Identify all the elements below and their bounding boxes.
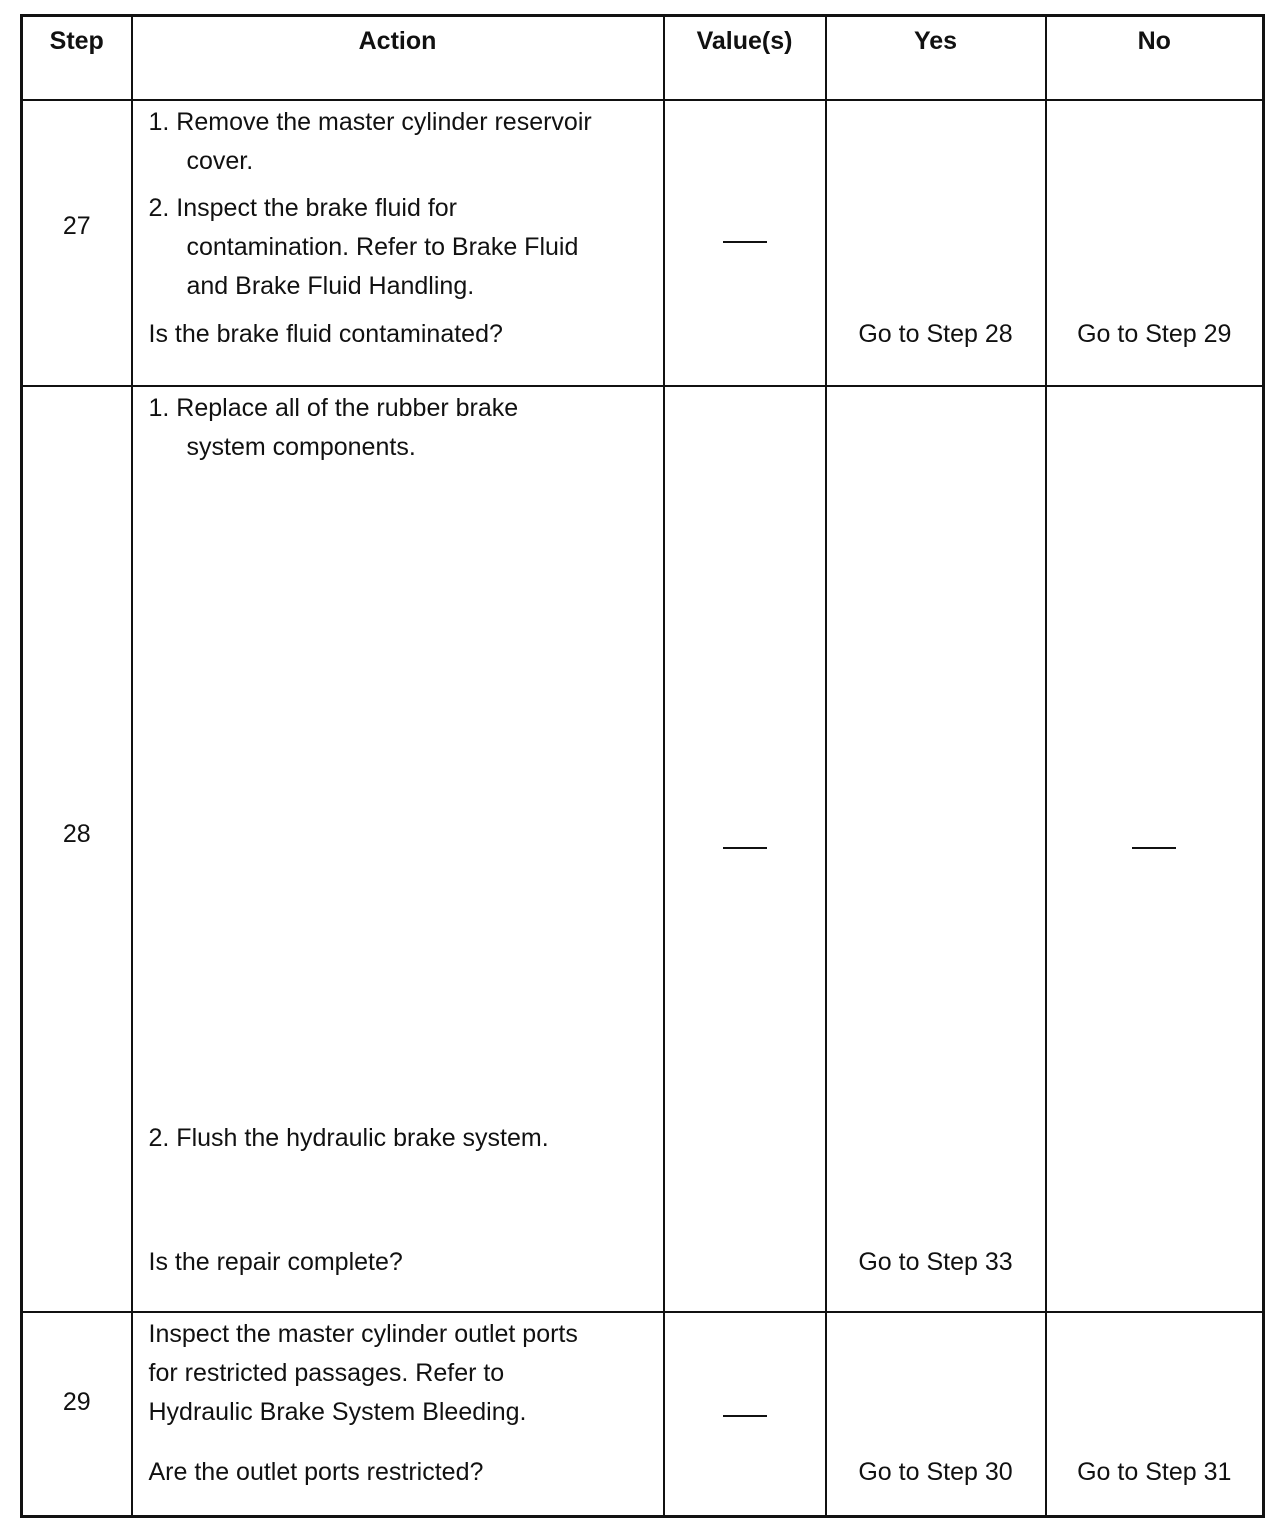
action-text: system components.: [186, 433, 416, 461]
header-values: Value(s): [664, 16, 826, 101]
table-row: [22, 100, 1264, 386]
no-cell: [1046, 386, 1264, 1312]
header-step: Step: [22, 16, 132, 101]
no-cell: [1046, 100, 1264, 386]
action-text: Hydraulic Brake System Bleeding.: [148, 1398, 527, 1426]
yes-link: Go to Step 30: [858, 1458, 1013, 1486]
no-link: Go to Step 29: [1077, 320, 1232, 348]
step-number: 27: [62, 212, 91, 240]
action-item: [149, 1315, 578, 1432]
yes-cell: [826, 1312, 1046, 1516]
action-text: 2. Inspect the brake fluid for: [148, 194, 458, 222]
step-cell: [22, 1312, 132, 1516]
action-cell: [132, 100, 664, 386]
table-row: [22, 386, 1264, 1312]
header-action: Action: [132, 16, 664, 101]
action-question: Is the repair complete?: [148, 1248, 403, 1276]
action-item: [149, 189, 579, 306]
yes-cell: [826, 100, 1046, 386]
empty-value-dash: [723, 241, 767, 243]
yes-cell: [826, 386, 1046, 1312]
action-text: Inspect the master cylinder outlet ports: [148, 1320, 578, 1348]
action-item: 2. Flush the hydraulic brake system.: [148, 1124, 549, 1152]
action-text: 1. Replace all of the rubber brake: [148, 394, 519, 422]
step-number: 29: [62, 1388, 91, 1416]
action-item: [149, 389, 519, 467]
step-cell: [22, 386, 132, 1312]
header-row: [22, 16, 1264, 101]
yes-link: Go to Step 33: [858, 1248, 1013, 1276]
diagnostic-table: [20, 14, 1265, 1518]
empty-value-dash: [723, 847, 767, 849]
action-cell: [132, 1312, 664, 1516]
value-cell: [664, 386, 826, 1312]
no-cell: [1046, 1312, 1264, 1516]
action-text: cover.: [186, 147, 254, 175]
empty-value-dash: [723, 1415, 767, 1417]
yes-link: Go to Step 28: [858, 320, 1013, 348]
header-yes: Yes: [826, 16, 1046, 101]
empty-value-dash: [1132, 847, 1176, 849]
value-cell: [664, 1312, 826, 1516]
action-item: [149, 103, 592, 181]
step-number: 28: [62, 820, 91, 848]
action-text: contamination. Refer to Brake Fluid: [186, 233, 579, 261]
header-no: No: [1046, 16, 1264, 101]
table-row: [22, 1312, 1264, 1516]
action-text: and Brake Fluid Handling.: [186, 272, 475, 300]
action-cell: [132, 386, 664, 1312]
action-question: Is the brake fluid contaminated?: [148, 320, 503, 348]
value-cell: [664, 100, 826, 386]
step-cell: [22, 100, 132, 386]
action-question: Are the outlet ports restricted?: [148, 1458, 484, 1486]
action-text: for restricted passages. Refer to: [148, 1359, 505, 1387]
action-text: 1. Remove the master cylinder reservoir: [148, 108, 592, 136]
no-link: Go to Step 31: [1077, 1458, 1232, 1486]
